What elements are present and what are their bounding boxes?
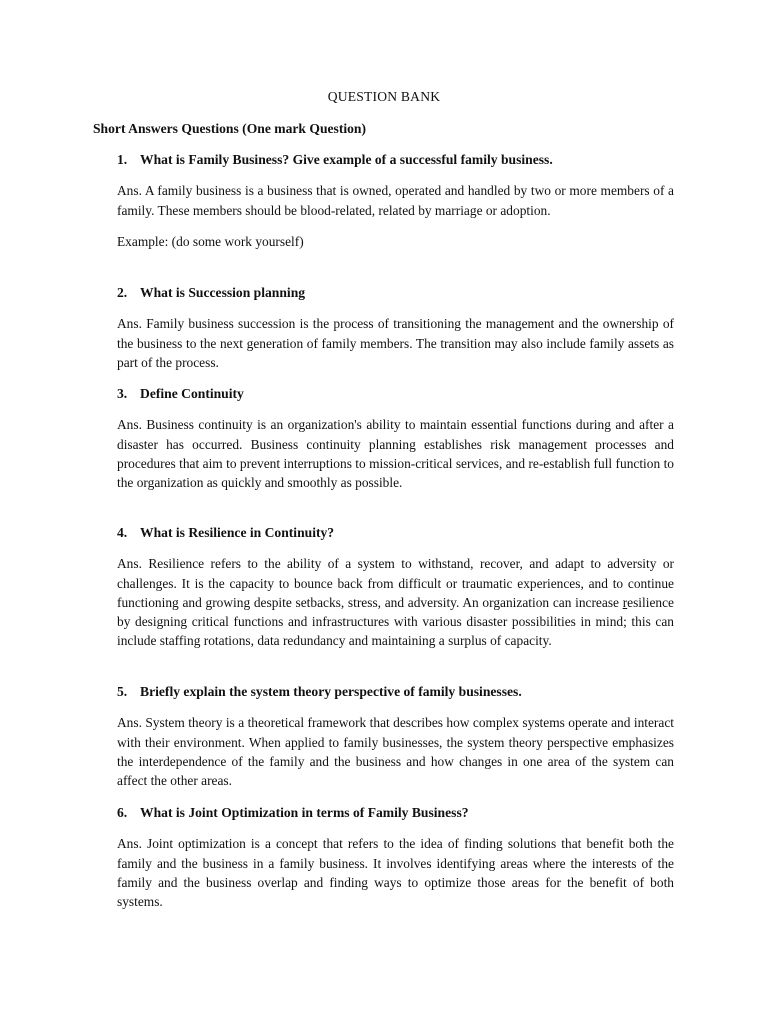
question-text: What is Joint Optimization in terms of Family Business? <box>140 805 469 820</box>
question-text: What is Succession planning <box>140 285 306 300</box>
underlined-letter: r <box>622 594 628 610</box>
document-title: QUESTION BANK <box>327 89 441 104</box>
answer-5: Ans. System theory is a theoretical framework that describes how complex systems operate and interact with their environment. When applied to family businesses, the system theory perspective emphasizes the interdependence of the family and the business and how changes in one area of the system can affect the other areas. <box>117 715 674 789</box>
question-block-5 <box>117 682 674 790</box>
question-text: What is Family Business? Give example of a successful family business. <box>140 152 553 167</box>
answer-2: Ans. Family business succession is the process of transitioning the management and the ownership of the business to the next generation of family members. The transition may also include family assets as part of the process. <box>117 316 674 370</box>
answer-text-part: Ans. Resilience refers to the ability of a system to withstand, recover, and adapt to adversity or challenges. It is the capacity to bounce back from difficult or traumatic experiences, and to continue functioning and growing despite setbacks, stress, and adversity. An organization can increase <box>117 556 674 610</box>
question-3 <box>117 384 674 403</box>
question-block-3 <box>117 384 674 492</box>
question-number: 6. <box>117 805 128 820</box>
answer-6: Ans. Joint optimization is a concept that refers to the idea of finding solutions that benefit both the family and the business in a family business. It involves identifying areas where the interests of the family and the business overlap and finding ways to optimize those areas for the benefit of both systems. <box>117 836 674 910</box>
question-4 <box>117 523 674 542</box>
question-5 <box>117 682 674 701</box>
question-number: 1. <box>117 152 128 167</box>
question-2 <box>117 283 674 302</box>
example-note: Example: (do some work yourself) <box>117 233 304 249</box>
question-block-6 <box>117 803 674 911</box>
question-block-2 <box>117 283 674 372</box>
question-block-1 <box>117 150 674 251</box>
question-number: 3. <box>117 386 128 401</box>
question-text: Briefly explain the system theory perspective of family businesses. <box>140 684 522 699</box>
question-6 <box>117 803 674 822</box>
answer-text-part: esilience by designing critical functions and infrastructures with various disaster possibilities in mind; this can include staffing rotations, data redundancy and maintaining a surplus of capacity. <box>117 594 674 649</box>
question-number: 2. <box>117 285 128 300</box>
answer-3: Ans. Business continuity is an organization's ability to maintain essential functions during and after a disaster has occurred. Business continuity planning establishes risk management processes and procedures that aim to prevent interruptions to mission-critical services, and re-establish full function to the organization as quickly and smoothly as possible. <box>117 417 674 491</box>
question-1 <box>117 150 674 169</box>
section-heading: Short Answers Questions (One mark Question) <box>93 121 367 136</box>
question-number: 5. <box>117 684 128 699</box>
question-number: 4. <box>117 525 128 540</box>
question-text: What is Resilience in Continuity? <box>140 525 335 540</box>
answer-1: Ans. A family business is a business that is owned, operated and handled by two or more members of a family. These members should be blood-related, related by marriage or adoption. <box>117 183 674 218</box>
question-block-4 <box>117 523 674 651</box>
question-text: Define Continuity <box>140 386 244 401</box>
answer-4 <box>117 554 674 650</box>
